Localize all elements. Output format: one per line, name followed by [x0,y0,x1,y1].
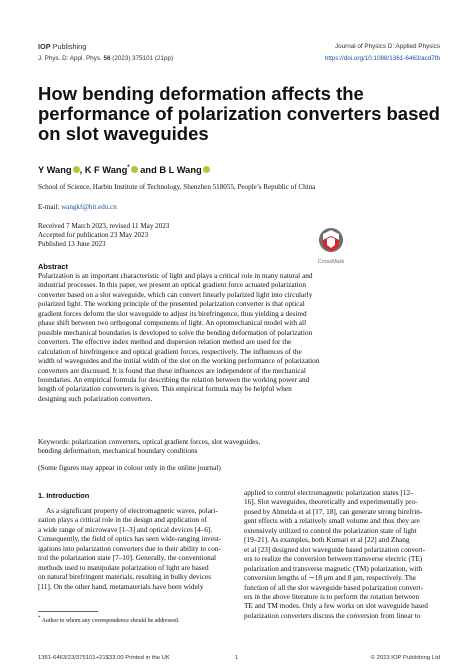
intro-line: a wide range of microwave [1–3] and optical devices [4–6]. [38,524,213,534]
keywords [38,437,436,456]
author-list: Y Wang , K F Wang* and B L Wang [38,165,210,175]
publisher-logo [38,42,86,51]
intro-line: ers to realize the conversion between transverse electric (TE) [244,554,423,564]
footer-copyright: © 2023 IOP Publishing Ltd [370,655,440,661]
orcid-icon[interactable] [73,166,80,173]
intro-line: et al [23] designed slot waveguide based polarization convert- [244,544,426,554]
crossmark-badge[interactable] [311,226,351,265]
crossmark-icon [311,226,351,256]
intro-line: extensively utilized to control the polarization state of light [244,525,417,535]
author-2[interactable]: K F Wang [84,165,128,176]
colour-note: (Some figures may appear in colour only in the online journal) [38,463,221,472]
footnote-mark: * [38,616,41,621]
intro-line: igations into polarization converters due to their ability to con- [38,543,221,553]
received-date: Received 7 March 2023, revised 11 May 2023 [38,222,170,230]
abstract-line: converters. The effective index method and dispersion relation method are used for the [38,337,292,347]
intro-line: zation plays a critical role in the design and application of [38,515,207,525]
abstract-line: width of waveguides and the initial width of the slot on the working performance of polarization [38,356,320,366]
abstract-line: length of polarization converters is given. This empirical formula may be helpful when [38,384,292,394]
intro-line: methods used to manipulate polarization of light are based [38,562,209,572]
abstract-line: gradient forces deform the slot waveguide to adjust its birefringence, thus yielding a desired [38,308,307,318]
intro-line: trol the polarization state [7–10]. Generally, the conventional [38,553,217,563]
affiliation: School of Science, Harbin Institute of Technology, Shenzhen 518055, People’s Republic of China [38,183,316,191]
abstract-line: calculation of birefringence and optical gradient forces, respectively. The influences of the [38,346,302,356]
author-1[interactable]: Y Wang [38,165,72,176]
abstract-line: phase shift between two orthogonal components of light. An optomechanical model with all [38,318,307,328]
publisher-brand: IOP [38,42,51,51]
author-3[interactable]: B L Wang [159,165,202,176]
published-date: Published 13 June 2023 [38,240,106,249]
section-heading: 1. Introduction [38,491,90,500]
intro-line: [11]. On the other hand, metamaterials have been widely [38,581,204,591]
abstract-line: possible mechanical boundaries is developed to solve the bending deformation of polarization [38,327,313,337]
article-dates [38,222,169,250]
intro-line: TE and TM modes. Only a few works on slot waveguide based [244,601,428,611]
abstract-line: boundaries. An empirical formula for describing the relation between the working power and [38,374,310,384]
citation [38,55,173,62]
intro-line: Consequently, the field of optics has seen wide-ranging invest- [38,534,222,544]
email-line [38,203,117,211]
intro-line: applied to control electromagnetic polarization states [12– [244,488,414,497]
intro-left-column [38,506,235,591]
citation-volume: 56 [103,55,111,62]
citation-prefix: J. Phys. D: Appl. Phys. [38,55,104,62]
intro-line: polarization converters discuss the conversion from linear to [244,610,421,620]
keywords-line: Keywords: polarization converters, optical gradient forces, slot waveguides, [38,437,261,446]
abstract-line: converters are discussed. It is found that these influences are independent of the mechanical [38,365,306,375]
intro-line: posed by Almeida et al [17, 18], can generate strong birefrin- [244,506,423,516]
page-number: 1 [235,655,239,661]
author-and: and [140,165,157,176]
abstract-line: designing such polarization converters. [38,393,153,403]
footnote [38,616,179,624]
abstract-line: Polarization is an important characteristic of light and plays a critical role in many natural and [38,271,313,280]
intro-line: on natural birefringent materials, resulting in bulky devices [38,572,212,582]
intro-line: gent effects with a relatively small volume and thus they are [244,516,420,526]
doi-link[interactable]: https://doi.org/10.1088/1361-6463/acd7fb [324,55,440,62]
intro-line: As a significant property of electromagnetic waves, polari- [46,506,218,515]
email-label: E-mail: [38,203,62,211]
intro-line: conversion lengths of ∼18 μm and 8 μm, respectively. The [244,573,417,583]
footnote-rule [38,611,98,612]
orcid-icon[interactable] [203,166,210,173]
intro-line: 16]. Slot waveguides, theoretically and experimentally pro- [244,497,418,507]
abstract-line: converter based on a slot waveguide, which can convert linearly polarized light into circularly [38,289,313,299]
footer-left: 1361-6463/23/375101+21$33.00 Printed in the UK [38,655,170,661]
journal-name: Journal of Physics D: Applied Physics [335,43,440,50]
citation-suffix: (2023) 375101 (21pp) [110,55,174,62]
crossmark-label: CrossMark [317,259,345,265]
email-link[interactable]: wangkf@hit.edu.cn [61,203,117,211]
intro-right-column [244,488,441,620]
abstract-line: industrial processes. In this paper, we present an optical gradient force actuated polarization [38,280,306,290]
keywords-line: bending deformation, mechanical boundary conditions [38,446,198,456]
abstract-heading: Abstract [38,262,68,271]
corresponding-mark: * [127,165,130,171]
orcid-icon[interactable] [131,166,138,173]
intro-line: ers in the above literature is to perform the rotation between [244,591,420,601]
publisher-name: Publishing [50,42,87,51]
abstract-line: polarized light. The working principle of the presented polarization converter is that optical [38,299,305,309]
intro-line: [19–21]. As examples, both Kumari et al [22] and Zhang [244,535,410,545]
intro-line: polarization and transverse magnetic (TM) polarization, with [244,563,423,573]
paper-title: How bending deformation affects the performance of polarization converters based on slot waveguides [38,83,440,144]
intro-line: function of all the slot waveguide based polarization convert- [244,582,424,592]
accepted-date: Accepted for publication 23 May 2023 [38,231,149,240]
abstract-body [38,271,436,403]
footnote-text: Author to whom any correspondence should be addressed. [41,617,180,624]
